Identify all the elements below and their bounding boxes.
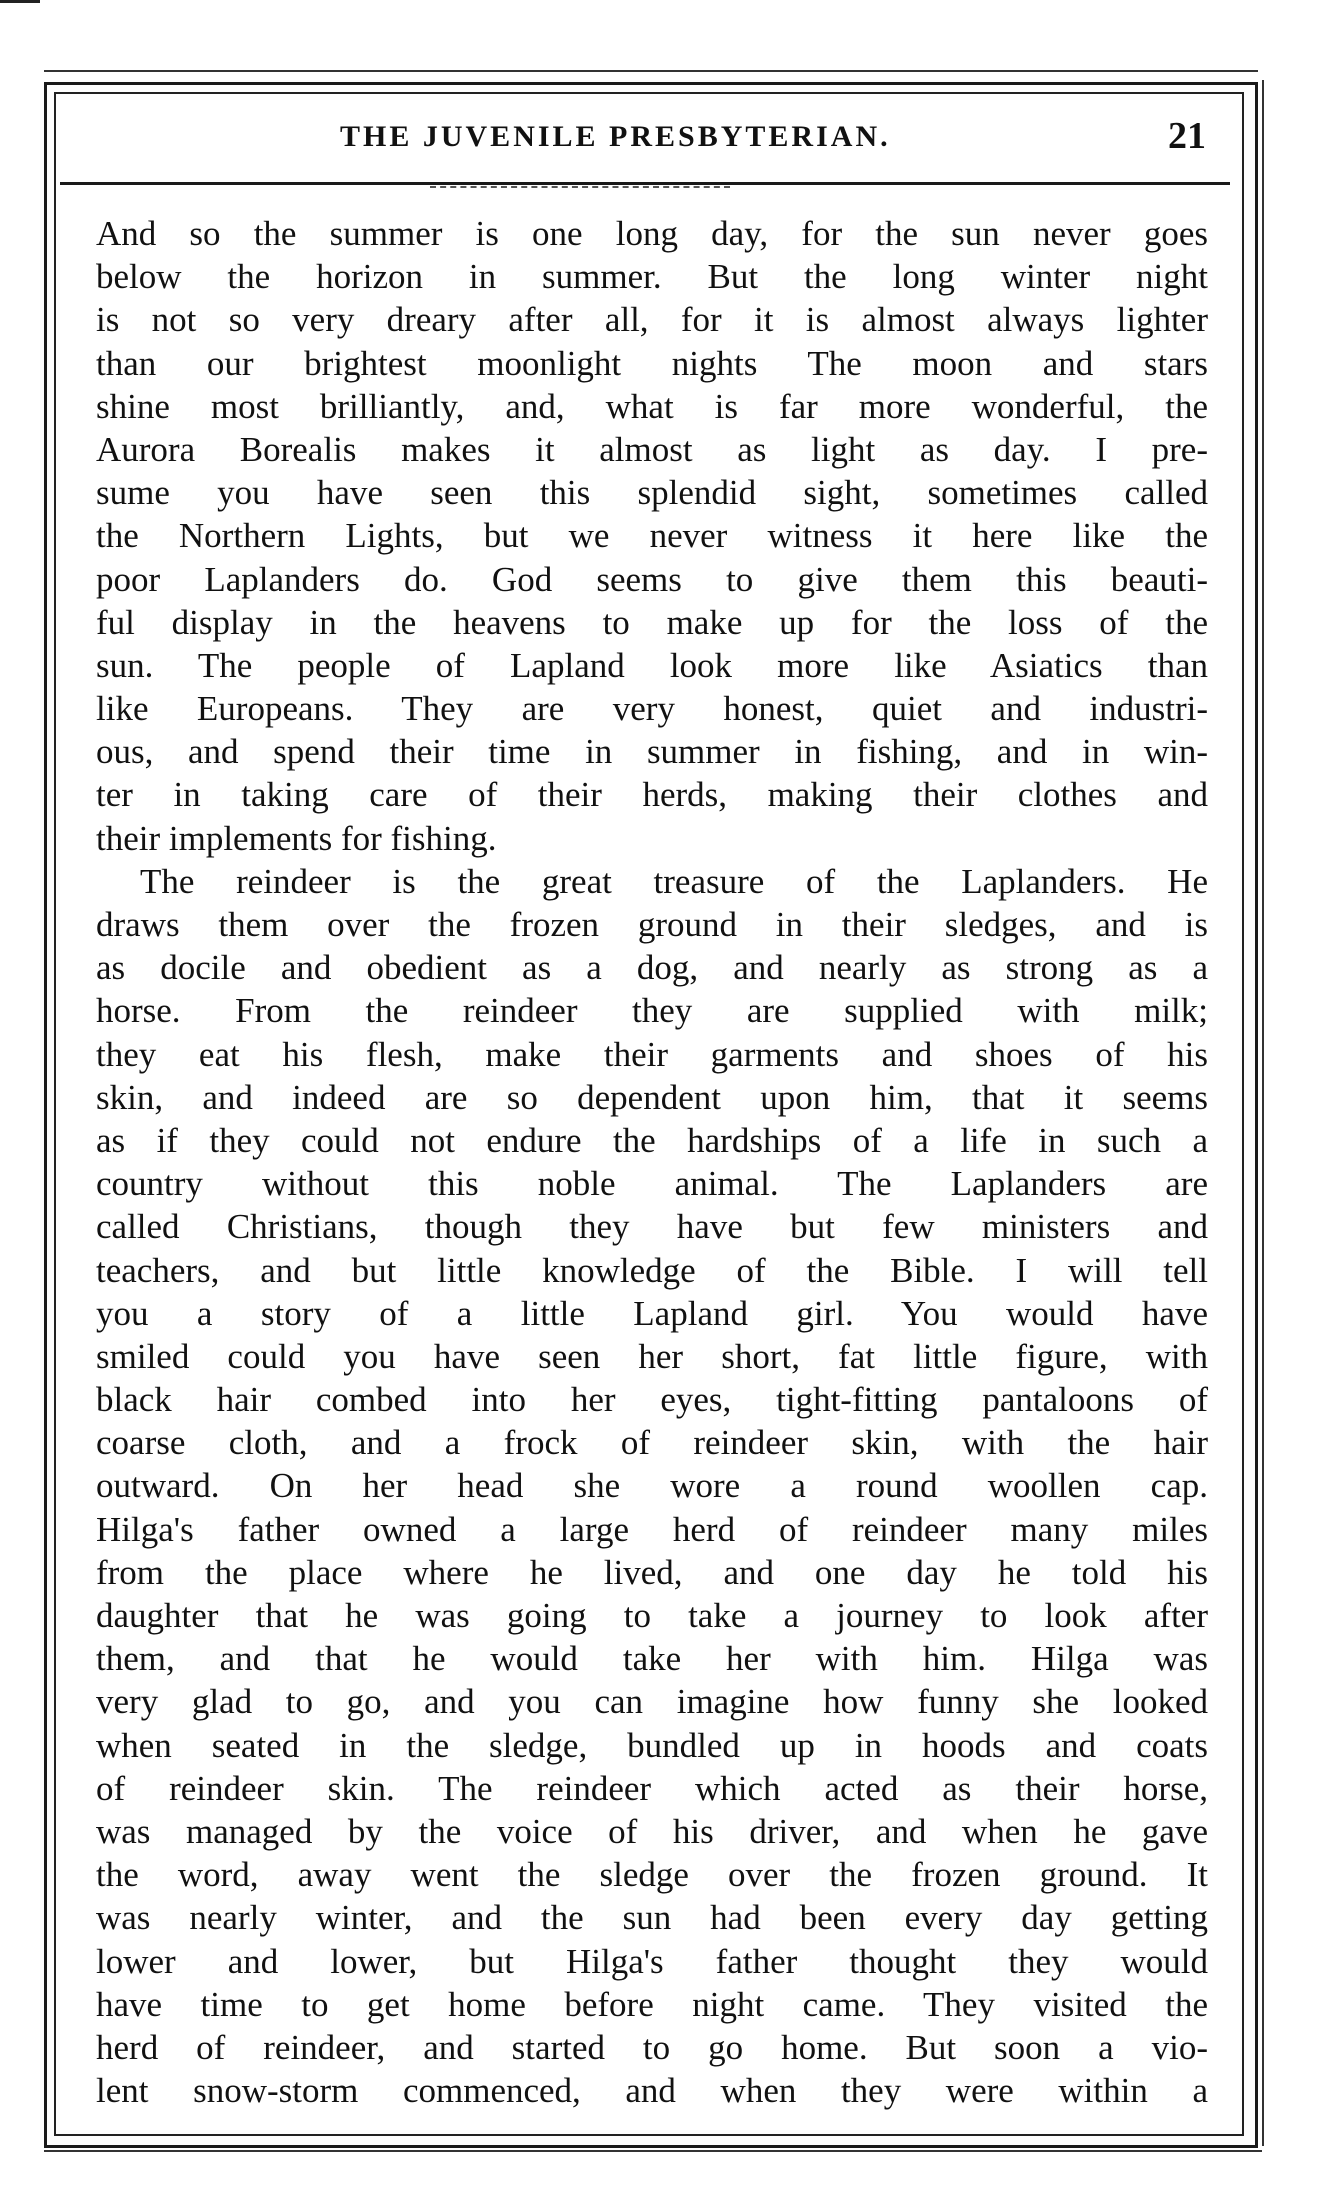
text-line: when seated in the sledge, bundled up in hoods and coats bbox=[96, 1725, 1208, 1765]
text-line: below the horizon in summer. But the long winter night bbox=[96, 257, 1208, 297]
article-body bbox=[96, 212, 1208, 2112]
text-line: sun. The people of Lapland look more like Asiatics than bbox=[96, 645, 1208, 685]
text-line: sume you have seen this splendid sight, sometimes called bbox=[96, 473, 1208, 513]
text-line: poor Laplanders do. God seems to give them this beauti- bbox=[96, 559, 1208, 599]
text-line: coarse cloth, and a frock of reindeer skin, with the hair bbox=[96, 1423, 1208, 1463]
text-line: daughter that he was going to take a journey to look after bbox=[96, 1596, 1208, 1635]
text-line: is not so very dreary after all, for it is almost always lighter bbox=[96, 300, 1208, 340]
top-rule bbox=[44, 70, 1258, 72]
running-title: THE JUVENILE PRESBYTERIAN. bbox=[340, 120, 891, 153]
text-line: the Northern Lights, but we never witness it here like the bbox=[96, 516, 1208, 556]
text-line: Hilga's father owned a large herd of reindeer many miles bbox=[96, 1509, 1208, 1549]
text-line: And so the summer is one long day, for the sun never goes bbox=[96, 214, 1208, 253]
header-rule-dashed bbox=[430, 186, 730, 188]
text-line: was managed by the voice of his driver, and when he gave bbox=[96, 1811, 1208, 1851]
page-header bbox=[70, 112, 1230, 168]
text-line: as docile and obedient as a dog, and nearly as strong as a bbox=[96, 948, 1208, 988]
right-margin-rule bbox=[1262, 80, 1264, 2146]
text-line: was nearly winter, and the sun had been every day getting bbox=[96, 1898, 1208, 1938]
text-line: The reindeer is the great treasure of the Laplanders. He bbox=[140, 861, 1208, 901]
text-line: called Christians, though they have but few ministers and bbox=[96, 1207, 1208, 1247]
scan-corner-mark bbox=[0, 0, 40, 3]
text-line: lower and lower, but Hilga's father thought they would bbox=[96, 1941, 1208, 1981]
text-line: horse. From the reindeer they are supplied with milk; bbox=[96, 991, 1208, 1031]
text-line: Aurora Borealis makes it almost as light as day. I pre- bbox=[96, 429, 1208, 469]
header-rule bbox=[60, 182, 1230, 185]
text-line: herd of reindeer, and started to go home. But soon a vio- bbox=[96, 2027, 1208, 2067]
text-line: them, and that he would take her with him. Hilga was bbox=[96, 1639, 1208, 1679]
text-line: like Europeans. They are very honest, quiet and industri- bbox=[96, 689, 1208, 729]
text-line: outward. On her head she wore a round woollen cap. bbox=[96, 1466, 1208, 1506]
text-line: as if they could not endure the hardships of a life in such a bbox=[96, 1120, 1208, 1160]
text-line: country without this noble animal. The Laplanders are bbox=[96, 1164, 1208, 1204]
text-line: smiled could you have seen her short, fat little figure, with bbox=[96, 1336, 1208, 1376]
text-line: lent snow-storm commenced, and when they were within a bbox=[96, 2071, 1208, 2111]
text-line: of reindeer skin. The reindeer which acted as their horse, bbox=[96, 1768, 1208, 1808]
text-line: black hair combed into her eyes, tight-fitting pantaloons of bbox=[96, 1380, 1208, 1420]
text-line: ful display in the heavens to make up for the loss of the bbox=[96, 602, 1208, 642]
text-line: skin, and indeed are so dependent upon him, that it seems bbox=[96, 1077, 1208, 1117]
text-line: they eat his flesh, make their garments and shoes of his bbox=[96, 1034, 1208, 1074]
text-line: teachers, and but little knowledge of the Bible. I will tell bbox=[96, 1250, 1208, 1290]
text-line: shine most brilliantly, and, what is far more wonderful, the bbox=[96, 386, 1208, 426]
text-line: have time to get home before night came. They visited the bbox=[96, 1984, 1208, 2024]
text-line: you a story of a little Lapland girl. You would have bbox=[96, 1293, 1208, 1333]
text-line: their implements for fishing. bbox=[96, 818, 497, 858]
text-line: ous, and spend their time in summer in fishing, and in win- bbox=[96, 732, 1208, 772]
text-line: ter in taking care of their herds, making their clothes and bbox=[96, 775, 1208, 815]
footer-rule bbox=[44, 2150, 1262, 2152]
text-line: the word, away went the sledge over the frozen ground. It bbox=[96, 1855, 1208, 1895]
text-line: than our brightest moonlight nights The moon and stars bbox=[96, 343, 1208, 383]
text-line: from the place where he lived, and one day he told his bbox=[96, 1552, 1208, 1592]
page-number: 21 bbox=[1168, 115, 1206, 157]
text-line: very glad to go, and you can imagine how funny she looked bbox=[96, 1682, 1208, 1722]
text-line: draws them over the frozen ground in their sledges, and is bbox=[96, 905, 1208, 944]
